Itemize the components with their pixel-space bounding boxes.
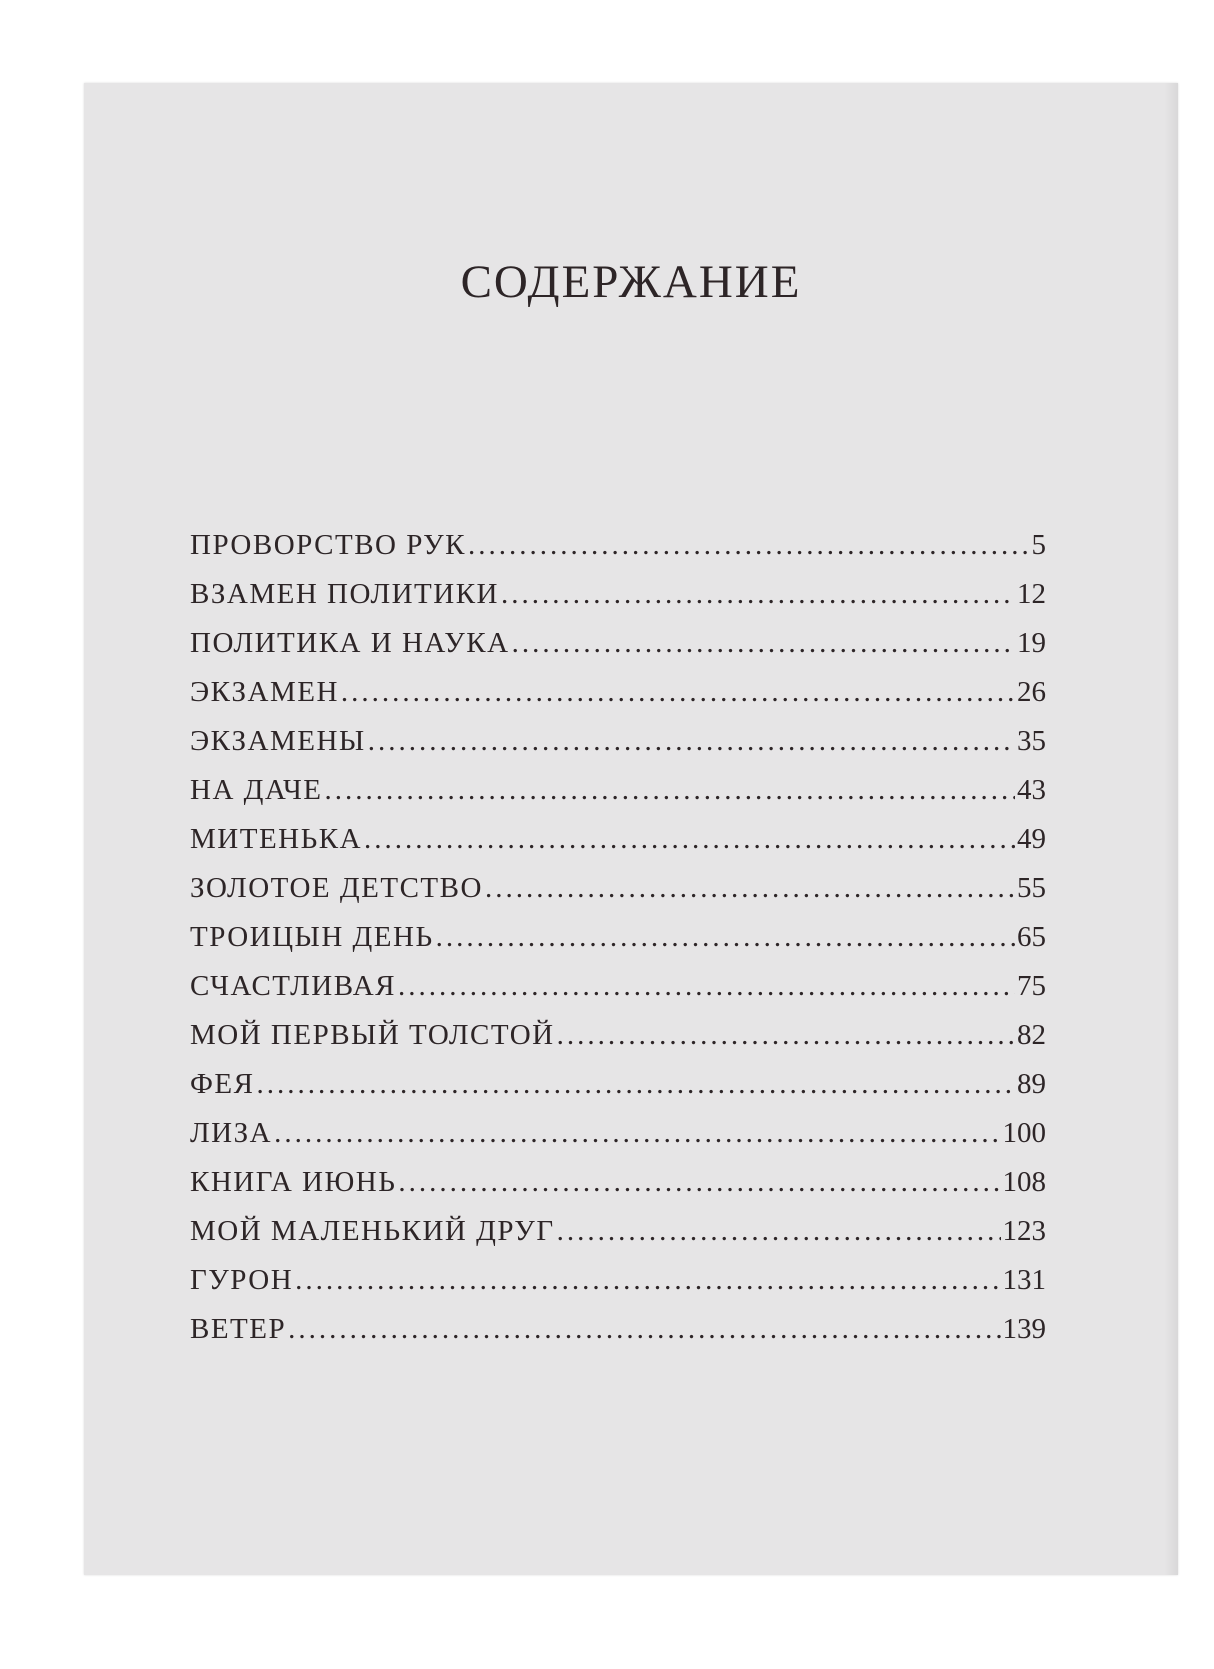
toc-dot-leader xyxy=(274,1117,1000,1150)
toc-entry-page: 139 xyxy=(1002,1313,1046,1345)
toc-entry-title: МИТЕНЬКА xyxy=(190,823,363,855)
toc-entry-page: 12 xyxy=(1017,578,1046,610)
toc-entry-title: КНИГА ИЮНЬ xyxy=(190,1166,397,1198)
toc-entry-title: МОЙ МАЛЕНЬКИЙ ДРУГ xyxy=(190,1215,555,1247)
toc-entry-page: 49 xyxy=(1017,823,1046,855)
toc-entry-page: 82 xyxy=(1017,1019,1046,1051)
toc-entry xyxy=(190,970,1046,1019)
toc-dot-leader xyxy=(341,676,1015,709)
toc-entry xyxy=(190,1313,1046,1362)
toc-entry-page: 55 xyxy=(1017,872,1046,904)
toc-entry-title: ПРОВОРСТВО РУК xyxy=(190,529,467,561)
toc-dot-leader xyxy=(256,1068,1015,1101)
contents-heading: СОДЕРЖАНИЕ xyxy=(460,256,802,308)
toc-dot-leader xyxy=(485,872,1015,905)
toc-dot-leader xyxy=(325,774,1015,807)
toc-entry-page: 108 xyxy=(1002,1166,1046,1198)
toc-entry-page: 19 xyxy=(1017,627,1046,659)
toc-dot-leader xyxy=(368,725,1015,758)
table-of-contents xyxy=(190,529,1046,1362)
toc-entry-page: 100 xyxy=(1002,1117,1046,1149)
toc-entry-page: 89 xyxy=(1017,1068,1046,1100)
toc-entry-page: 35 xyxy=(1017,725,1046,757)
toc-dot-leader xyxy=(512,627,1015,660)
toc-entry-title: ТРОИЦЫН ДЕНЬ xyxy=(190,921,434,953)
toc-entry-title: ВЕТЕР xyxy=(190,1313,287,1345)
toc-entry xyxy=(190,872,1046,921)
toc-entry-page: 75 xyxy=(1017,970,1046,1002)
toc-entry-title: ЛИЗА xyxy=(190,1117,273,1149)
toc-entry-page: 123 xyxy=(1002,1215,1046,1247)
toc-entry xyxy=(190,1215,1046,1264)
toc-entry xyxy=(190,1166,1046,1215)
toc-dot-leader xyxy=(295,1264,1000,1297)
toc-entry-page: 65 xyxy=(1017,921,1046,953)
toc-entry-title: ЭКЗАМЕНЫ xyxy=(190,725,366,757)
toc-entry xyxy=(190,1264,1046,1313)
toc-entry xyxy=(190,1019,1046,1068)
toc-entry-title: ВЗАМЕН ПОЛИТИКИ xyxy=(190,578,500,610)
toc-entry-page: 5 xyxy=(1031,529,1046,561)
toc-entry xyxy=(190,1068,1046,1117)
toc-dot-leader xyxy=(436,921,1015,954)
toc-entry xyxy=(190,529,1046,578)
toc-entry xyxy=(190,578,1046,627)
toc-entry-page: 43 xyxy=(1017,774,1046,806)
toc-entry-page: 131 xyxy=(1002,1264,1046,1296)
toc-entry-title: ЗОЛОТОЕ ДЕТСТВО xyxy=(190,872,483,904)
toc-dot-leader xyxy=(398,970,1015,1003)
toc-entry-title: НА ДАЧЕ xyxy=(190,774,323,806)
toc-dot-leader xyxy=(364,823,1015,856)
toc-entry xyxy=(190,1117,1046,1166)
book-page xyxy=(84,83,1178,1575)
toc-entry-page: 26 xyxy=(1017,676,1046,708)
toc-entry xyxy=(190,627,1046,676)
toc-dot-leader xyxy=(398,1166,1000,1199)
toc-entry-title: ФЕЯ xyxy=(190,1068,255,1100)
toc-entry-title: ГУРОН xyxy=(190,1264,294,1296)
toc-entry-title: СЧАСТЛИВАЯ xyxy=(190,970,396,1002)
toc-entry xyxy=(190,676,1046,725)
toc-entry xyxy=(190,774,1046,823)
toc-entry xyxy=(190,725,1046,774)
toc-dot-leader xyxy=(557,1215,1001,1248)
toc-entry-title: ПОЛИТИКА И НАУКА xyxy=(190,627,510,659)
toc-entry-title: МОЙ ПЕРВЫЙ ТОЛСТОЙ xyxy=(190,1019,555,1051)
toc-dot-leader xyxy=(288,1313,1000,1346)
toc-dot-leader xyxy=(468,529,1029,562)
toc-dot-leader xyxy=(501,578,1015,611)
toc-entry xyxy=(190,823,1046,872)
toc-entry-title: ЭКЗАМЕН xyxy=(190,676,339,708)
toc-entry xyxy=(190,921,1046,970)
toc-dot-leader xyxy=(557,1019,1015,1052)
